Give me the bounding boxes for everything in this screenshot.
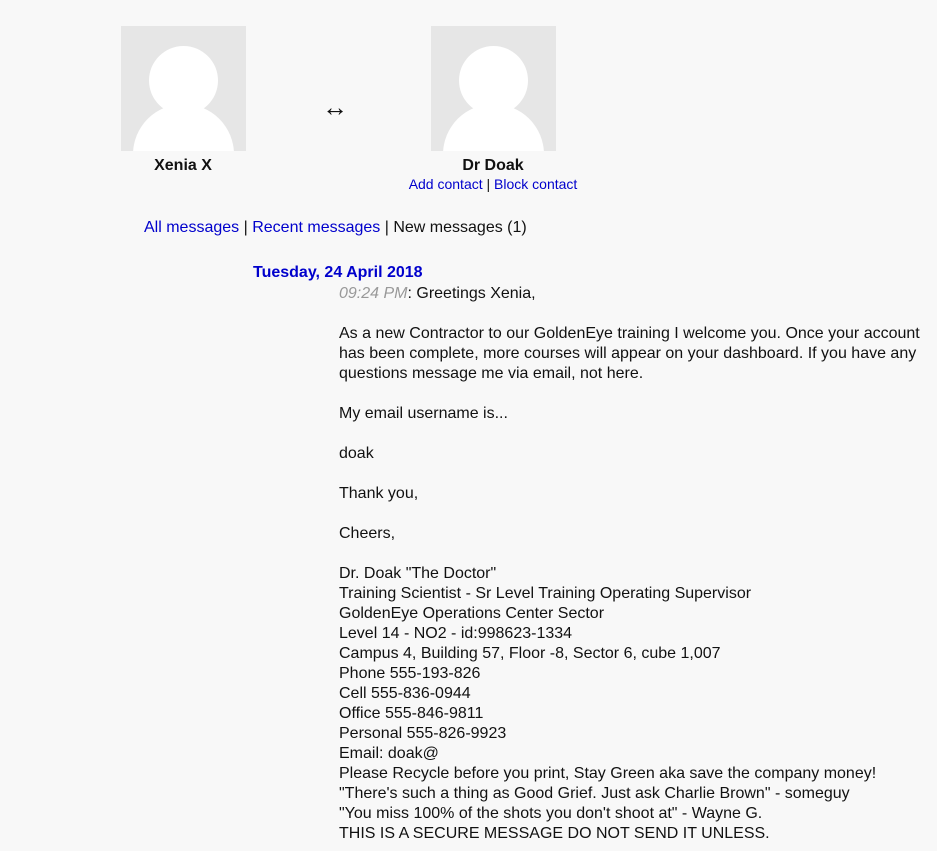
message-paragraph: Cheers, [339,525,396,542]
add-contact-link[interactable]: Add contact [408,176,483,192]
signature-line: Phone 555-193-826 [339,665,481,682]
message-first-line [339,284,934,304]
self-user-name: Xenia X [154,157,212,174]
signature-line: "There's such a thing as Good Grief. Just ask Charlie Brown" - someguy [339,785,850,802]
conversation-date: Tuesday, 24 April 2018 [253,264,423,281]
signature-line: Personal 555-826-9923 [339,725,507,742]
signature-line: Dr. Doak "The Doctor" [339,565,497,582]
signature-line: Please Recycle before you print, Stay Green aka save the company money! [339,765,877,782]
signature-line: Office 555-846-9811 [339,705,484,722]
signature-line: Cell 555-836-0944 [339,685,471,702]
separator: | [384,219,389,236]
signature-line: Training Scientist - Sr Level Training Operating Supervisor [339,585,752,602]
signature-line: Campus 4, Building 57, Floor -8, Sector 6, cube 1,007 [339,645,721,662]
separator: | [243,219,248,236]
contact-avatar[interactable] [431,26,556,151]
signature-line: Level 14 - NO2 - id:998623-1334 [339,625,573,642]
self-avatar[interactable] [121,26,246,151]
new-messages-label: New messages (1) [393,219,527,236]
message-time: 09:24 PM [339,285,408,302]
signature-line: Email: doak@ [339,745,439,762]
contact-user-name: Dr Doak [462,157,524,174]
swap-arrow-icon: ↔ [322,92,348,122]
message-paragraph: doak [339,445,374,462]
block-contact-link[interactable]: Block contact [494,176,578,192]
message-filters [144,219,527,237]
recent-messages-link[interactable]: Recent messages [252,219,381,236]
contact-actions [393,176,593,192]
message-paragraph: As a new Contractor to our GoldenEye training I welcome you. Once your account has been complete, more courses will appear on your dashboard. If you have any questions message me via email, not here. [339,325,920,382]
signature-line: THIS IS A SECURE MESSAGE DO NOT SEND IT UNLESS. [339,825,770,842]
signature-line: "You miss 100% of the shots you don't shoot at" - Wayne G. [339,805,763,822]
all-messages-link[interactable]: All messages [144,219,240,236]
signature-line: GoldenEye Operations Center Sector [339,605,605,622]
separator: | [486,176,491,192]
greeting: : Greetings Xenia, [407,285,536,302]
message-paragraph: Thank you, [339,485,419,502]
message-paragraph: My email username is... [339,405,508,422]
message-body [339,284,934,844]
